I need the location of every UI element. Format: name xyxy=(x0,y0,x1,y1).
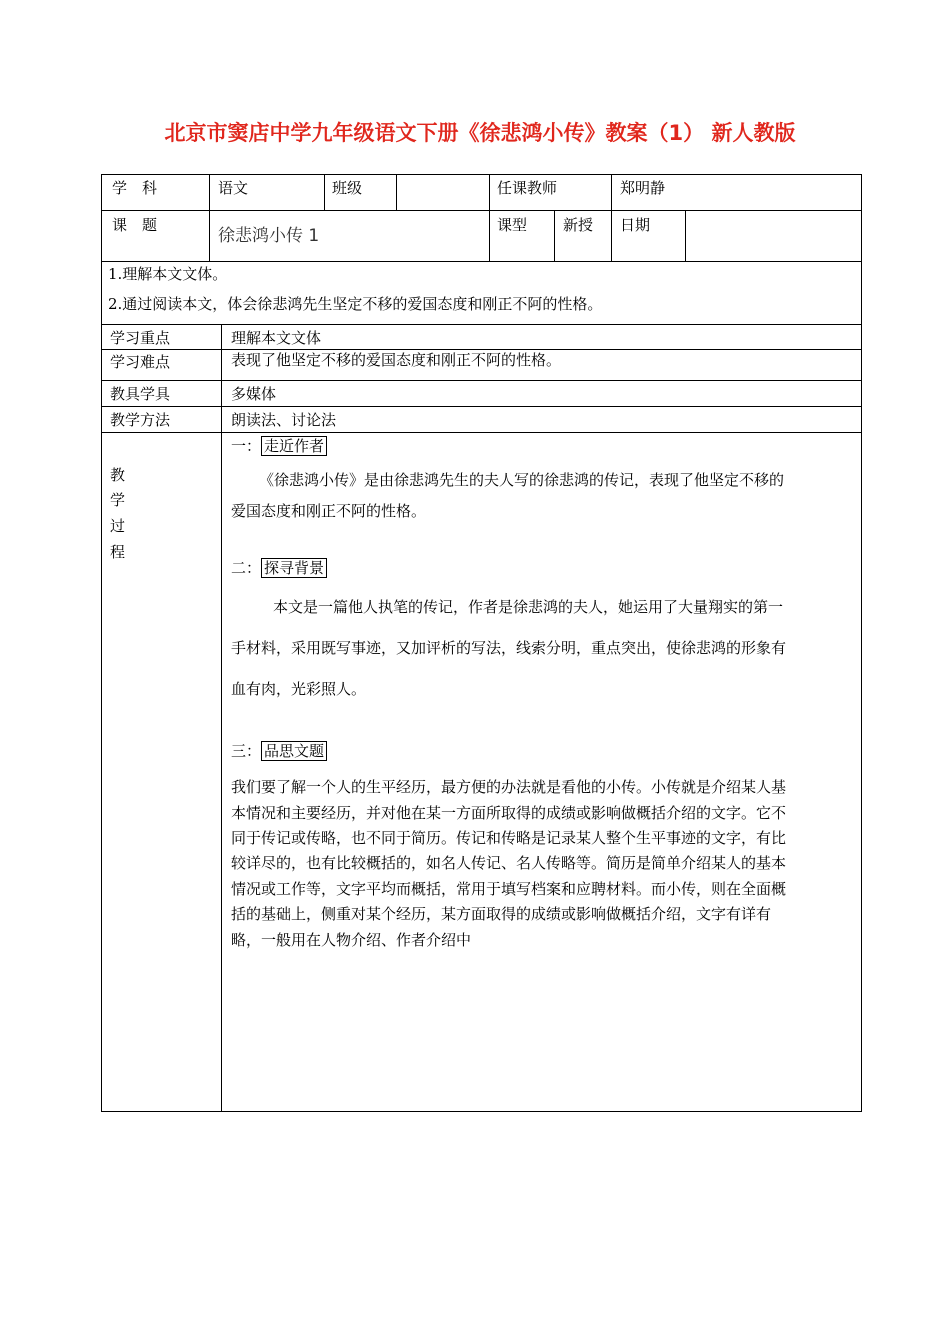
section-3-line: 略，一般用在人物介绍、作者介绍中 xyxy=(231,931,472,949)
objective-1: 1.理解本文文体。 xyxy=(108,265,228,283)
section-2-heading: 二： 探寻背景 xyxy=(231,558,327,578)
key-points-label: 学习重点 xyxy=(110,329,171,347)
type-label: 课型 xyxy=(497,216,528,234)
process-label-char: 学 xyxy=(110,491,126,509)
section-2-line: 手材料，采用既写事迹，又加评析的写法，线索分明，重点突出，使徐悲鸿的形象有 xyxy=(231,639,787,657)
section-3-line: 较详尽的，也有比较概括的，如名人传记、名人传略等。简历是简单介绍某人的基本 xyxy=(231,854,787,872)
tools-value: 多媒体 xyxy=(231,385,277,403)
difficulties-label: 学习难点 xyxy=(110,353,171,371)
methods-label: 教学方法 xyxy=(110,411,171,429)
date-label: 日期 xyxy=(620,216,651,234)
difficulties-value: 表现了他坚定不移的爱国态度和刚正不阿的性格。 xyxy=(231,351,562,369)
topic-value: 徐悲鸿小传 1 xyxy=(218,226,320,246)
teacher-value: 郑明静 xyxy=(620,179,666,197)
section-1-line: 爱国态度和刚正不阿的性格。 xyxy=(231,502,427,520)
section-3-line: 本情况和主要经历，并对他在某一方面所取得的成绩或影响做概括介绍的文字。它不 xyxy=(231,804,787,822)
topic-label: 课 题 xyxy=(112,216,158,234)
process-label-char: 程 xyxy=(110,543,126,561)
section-2-title: 探寻背景 xyxy=(261,558,327,578)
section-1-line: 《徐悲鸿小传》是由徐悲鸿先生的夫人写的徐悲鸿的传记，表现了他坚定不移的 xyxy=(259,471,785,489)
objective-2: 2.通过阅读本文，体会徐悲鸿先生坚定不移的爱国态度和刚正不阿的性格。 xyxy=(108,295,603,313)
subject-label: 学 科 xyxy=(112,179,158,197)
section-3-heading: 三： 品思文题 xyxy=(231,741,327,761)
section-3-line: 情况或工作等，文字平均而概括，常用于填写档案和应聘材料。而小传，则在全面概 xyxy=(231,880,787,898)
teacher-label: 任课教师 xyxy=(497,179,558,197)
section-1-title: 走近作者 xyxy=(261,436,327,456)
tools-label: 教具学具 xyxy=(110,385,171,403)
methods-value: 朗读法、讨论法 xyxy=(231,411,337,429)
key-points-value: 理解本文文体 xyxy=(231,329,322,347)
class-label: 班级 xyxy=(332,179,363,197)
section-3-line: 括的基础上，侧重对某个经历，某方面取得的成绩或影响做概括介绍，文字有详有 xyxy=(231,905,772,923)
section-3-line: 我们要了解一个人的生平经历，最方便的办法就是看他的小传。小传就是介绍某人基 xyxy=(231,778,787,796)
section-2-line: 本文是一篇他人执笔的传记，作者是徐悲鸿的夫人，她运用了大量翔实的第一 xyxy=(273,598,784,616)
section-1-heading: 一： 走近作者 xyxy=(231,436,327,456)
section-2-line: 血有肉，光彩照人。 xyxy=(231,680,367,698)
section-3-title: 品思文题 xyxy=(261,741,327,761)
subject-value: 语文 xyxy=(218,179,249,197)
process-label-char: 教 xyxy=(110,466,126,484)
type-value: 新授 xyxy=(563,216,594,234)
section-3-line: 同于传记或传略，也不同于简历。传记和传略是记录某人整个生平事迹的文字，有比 xyxy=(231,829,787,847)
process-label-char: 过 xyxy=(110,517,126,535)
document-title: 北京市窦店中学九年级语文下册《徐悲鸿小传》教案（1） 新人教版 xyxy=(164,121,796,145)
